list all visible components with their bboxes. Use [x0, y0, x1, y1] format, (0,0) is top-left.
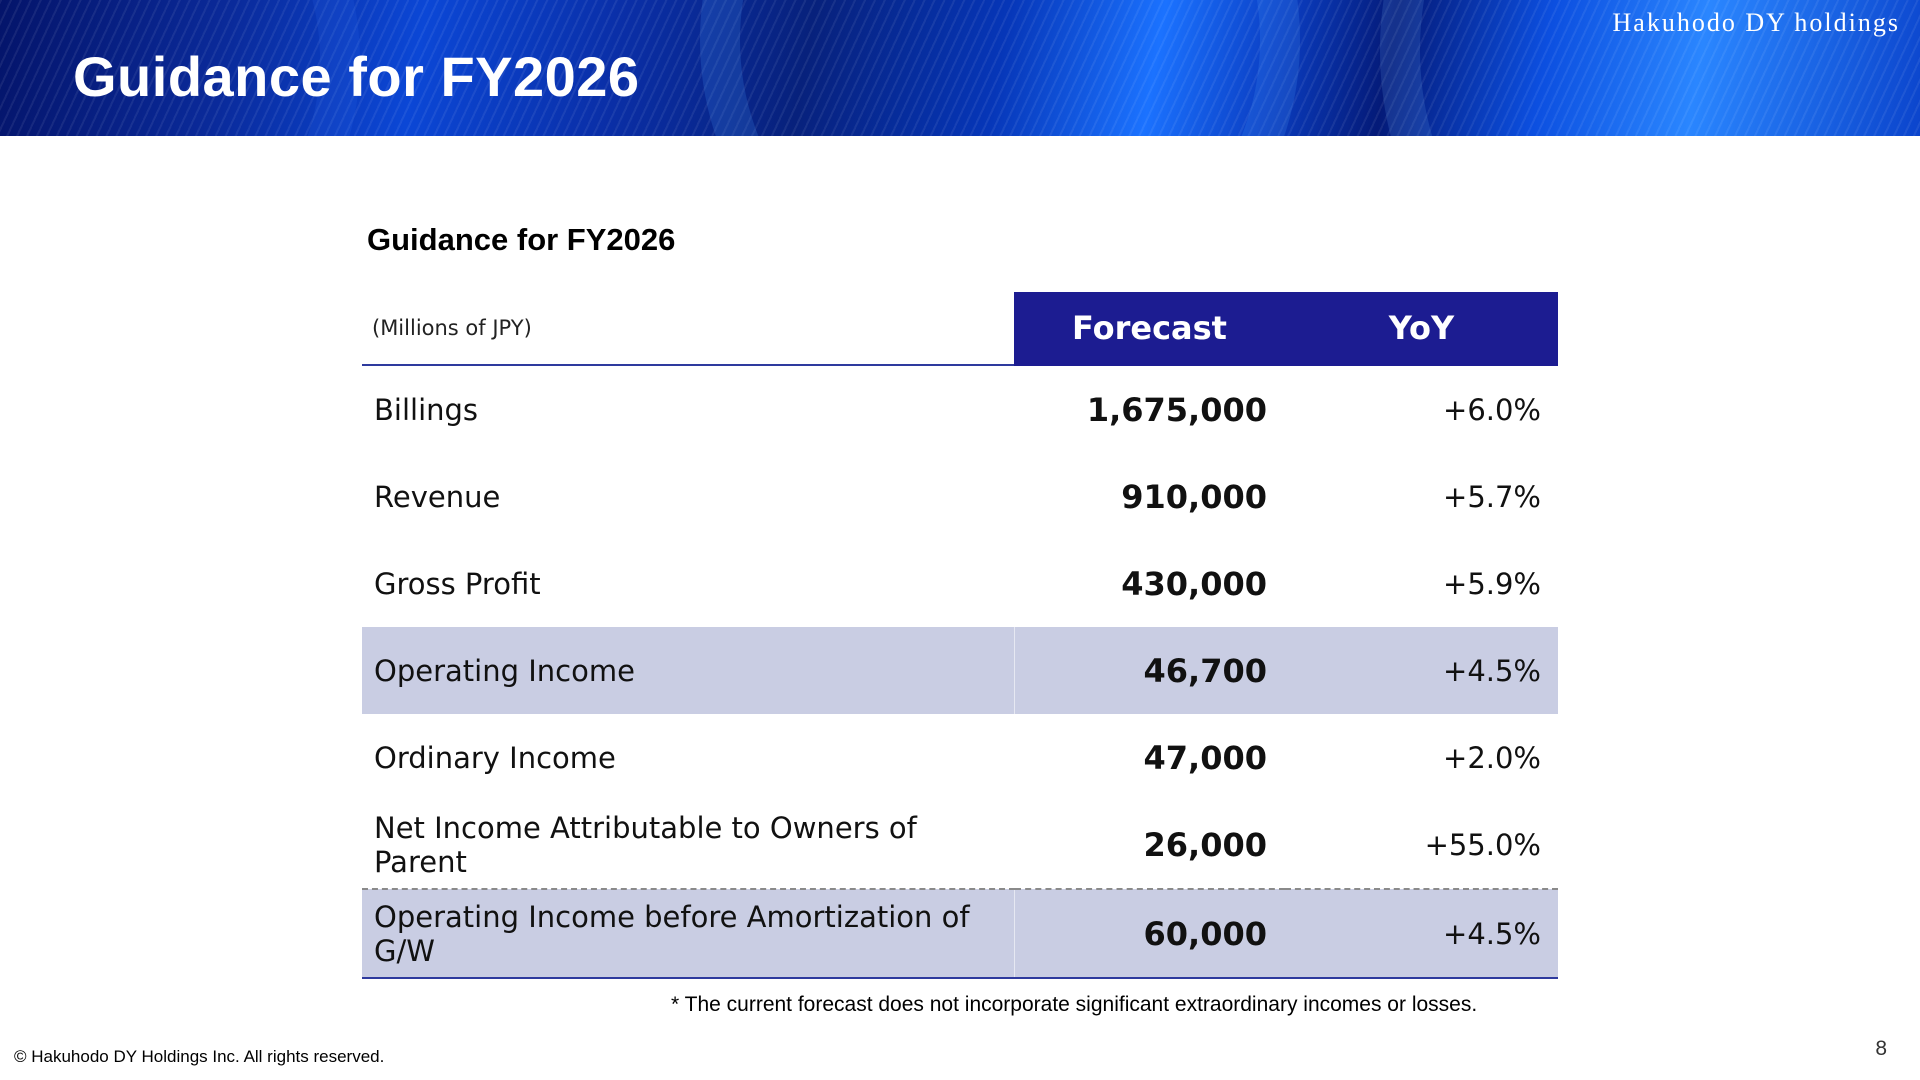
unit-label: (Millions of JPY) [362, 292, 1014, 365]
row-forecast: 47,000 [1143, 738, 1267, 777]
section-title: Guidance for FY2026 [367, 222, 676, 257]
row-label: Gross Profit [374, 566, 541, 601]
row-yoy: +4.5% [1285, 889, 1558, 978]
table-row-net-income [362, 801, 1558, 889]
column-header-yoy: YoY [1285, 292, 1558, 365]
guidance-table [362, 292, 1558, 979]
page-title: Guidance for FY2026 [73, 45, 640, 108]
copyright: © Hakuhodo DY Holdings Inc. All rights reserved. [14, 1047, 385, 1066]
row-yoy: +6.0% [1443, 392, 1541, 427]
table-header-row [362, 292, 1558, 365]
table-row-operating-income [362, 627, 1558, 714]
row-forecast: 26,000 [1143, 825, 1267, 864]
header-banner [0, 0, 1920, 136]
row-forecast: 430,000 [1121, 564, 1267, 603]
row-yoy: +5.7% [1443, 479, 1541, 514]
column-header-forecast: Forecast [1014, 292, 1285, 365]
page-number: 8 [1875, 1037, 1887, 1060]
table-row-billings [362, 365, 1558, 453]
row-label: Revenue [374, 479, 501, 514]
row-yoy: +5.9% [1443, 566, 1541, 601]
row-yoy: +55.0% [1424, 827, 1541, 862]
row-label: Operating Income [362, 627, 1014, 714]
footnote: * The current forecast does not incorporate significant extraordinary incomes or losses. [671, 993, 1478, 1016]
row-label: Operating Income before Amortization of G/W [362, 889, 1014, 978]
row-forecast: 46,700 [1014, 627, 1285, 714]
row-label: Billings [374, 392, 479, 427]
table-row-gross-profit [362, 540, 1558, 627]
row-yoy: +2.0% [1443, 740, 1541, 775]
row-forecast: 1,675,000 [1086, 390, 1267, 429]
table-row-revenue [362, 453, 1558, 540]
row-forecast: 60,000 [1014, 889, 1285, 978]
row-label: Net Income Attributable to Owners of Parent [374, 810, 917, 879]
company-logo: Hakuhodo DY holdings [1612, 8, 1900, 37]
banner-swirl [700, 0, 1300, 136]
row-label: Ordinary Income [374, 740, 616, 775]
row-forecast: 910,000 [1121, 477, 1267, 516]
row-yoy: +4.5% [1285, 627, 1558, 714]
table-row-ordinary-income [362, 714, 1558, 801]
table-row-operating-income-before-amortization [362, 889, 1558, 978]
